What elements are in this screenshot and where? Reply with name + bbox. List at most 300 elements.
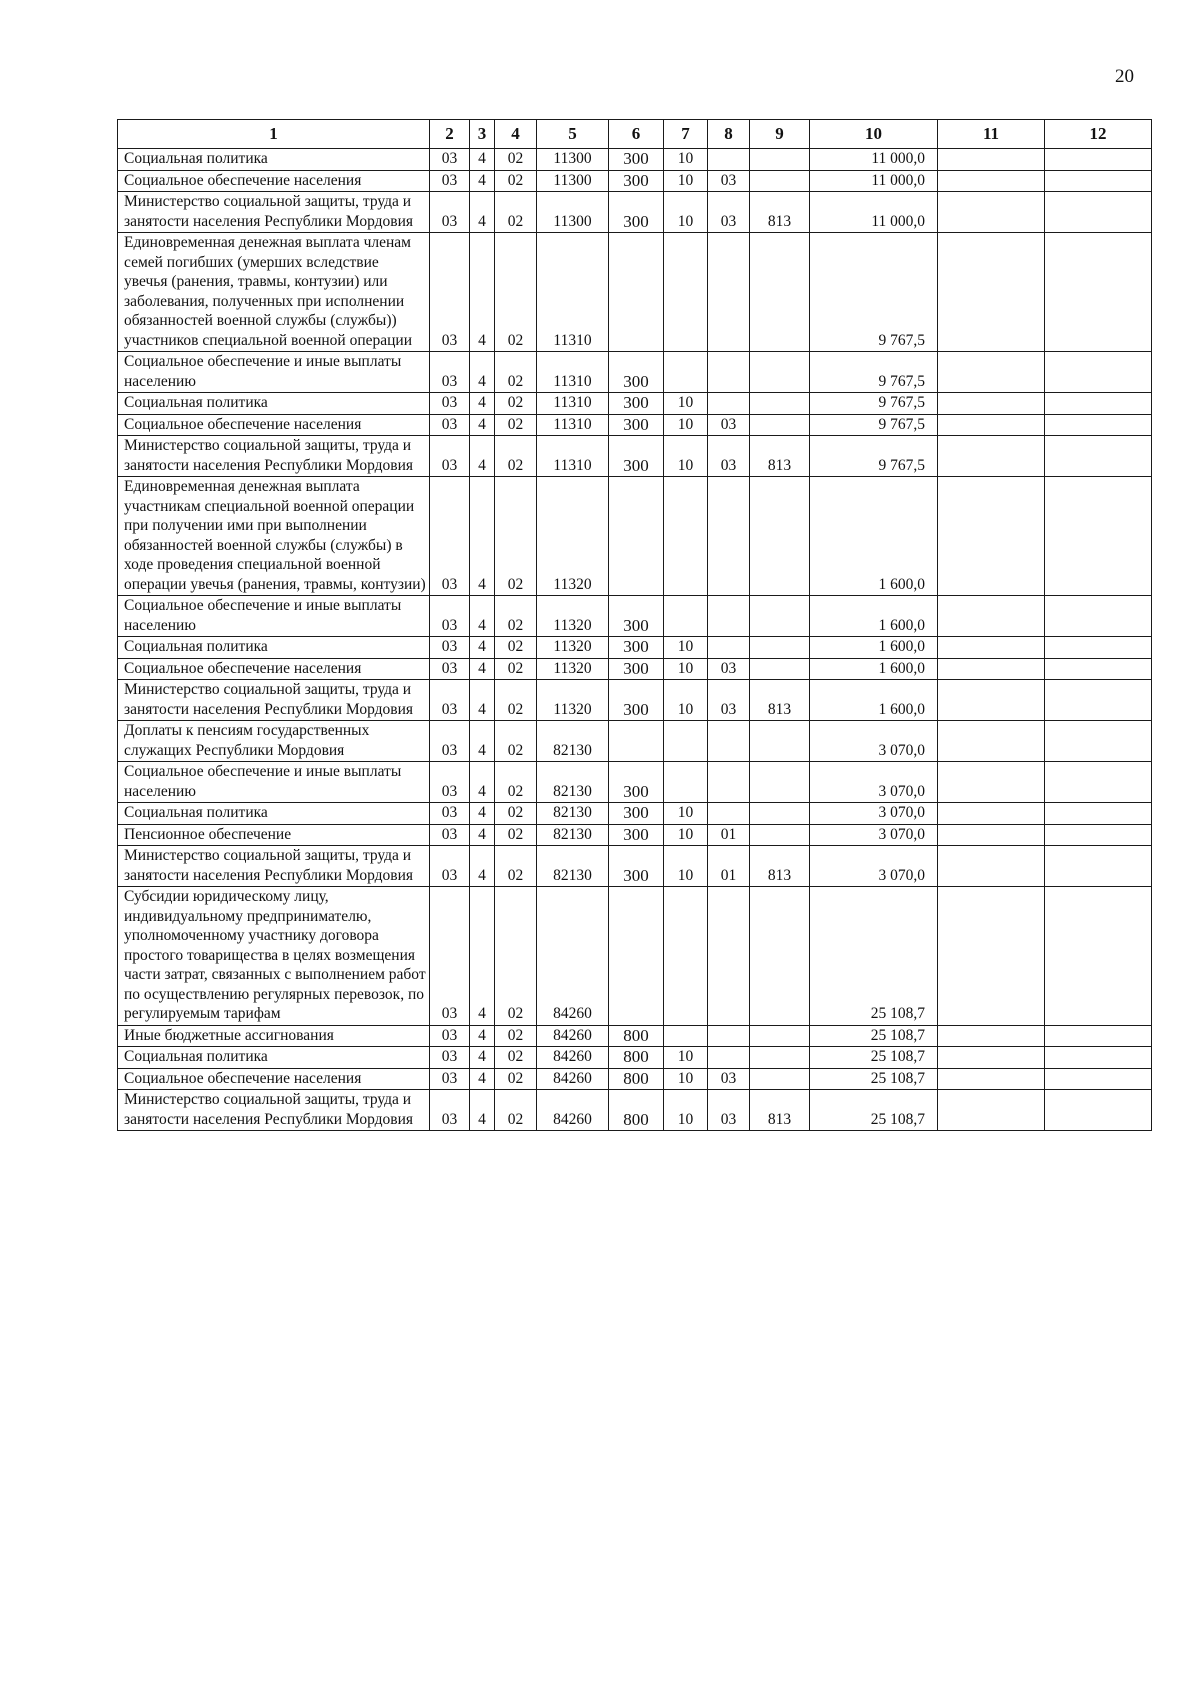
code-cell: 02 <box>495 887 537 1026</box>
amount-cell: 1 600,0 <box>810 658 938 680</box>
item-name: Социальная политика <box>118 393 430 415</box>
code-cell: 02 <box>495 1025 537 1047</box>
code-cell: 02 <box>495 1068 537 1090</box>
code-cell: 10 <box>664 414 708 436</box>
code-cell <box>664 477 708 596</box>
code-cell: 03 <box>430 762 470 803</box>
amount-cell <box>938 721 1045 762</box>
code-cell: 10 <box>664 1047 708 1069</box>
code-cell: 11300 <box>537 192 609 233</box>
amount-cell <box>938 149 1045 171</box>
code-cell: 03 <box>708 170 750 192</box>
code-cell <box>708 393 750 415</box>
code-cell: 300 <box>609 149 664 171</box>
page-number: 20 <box>1115 66 1134 87</box>
code-cell: 4 <box>470 887 495 1026</box>
table-body <box>118 149 1152 1131</box>
amount-cell <box>1045 803 1152 825</box>
code-cell <box>664 596 708 637</box>
code-cell: 84260 <box>537 887 609 1026</box>
table-row <box>118 149 1152 171</box>
code-cell <box>708 149 750 171</box>
header-cell: 11 <box>938 120 1045 149</box>
code-cell: 4 <box>470 192 495 233</box>
table-row <box>118 1068 1152 1090</box>
code-cell: 10 <box>664 680 708 721</box>
table-row <box>118 393 1152 415</box>
header-cell: 5 <box>537 120 609 149</box>
amount-cell: 25 108,7 <box>810 1047 938 1069</box>
amount-cell: 9 767,5 <box>810 352 938 393</box>
code-cell: 02 <box>495 596 537 637</box>
amount-cell: 25 108,7 <box>810 1025 938 1047</box>
item-name: Социальное обеспечение населения <box>118 1068 430 1090</box>
code-cell <box>750 637 810 659</box>
code-cell: 03 <box>430 233 470 352</box>
code-cell <box>750 1047 810 1069</box>
code-cell: 03 <box>430 149 470 171</box>
code-cell: 84260 <box>537 1068 609 1090</box>
code-cell: 300 <box>609 824 664 846</box>
table-row <box>118 436 1152 477</box>
item-name: Министерство социальной защиты, труда и занятости населения Республики Мордовия <box>118 436 430 477</box>
amount-cell <box>938 192 1045 233</box>
code-cell <box>609 721 664 762</box>
amount-cell: 25 108,7 <box>810 1068 938 1090</box>
amount-cell <box>1045 721 1152 762</box>
code-cell: 300 <box>609 637 664 659</box>
code-cell: 03 <box>430 192 470 233</box>
code-cell: 300 <box>609 846 664 887</box>
amount-cell <box>1045 1068 1152 1090</box>
code-cell: 02 <box>495 414 537 436</box>
amount-cell: 3 070,0 <box>810 721 938 762</box>
item-name: Социальное обеспечение и иные выплаты населению <box>118 352 430 393</box>
code-cell: 4 <box>470 149 495 171</box>
amount-cell: 11 000,0 <box>810 149 938 171</box>
amount-cell: 1 600,0 <box>810 596 938 637</box>
amount-cell <box>1045 149 1152 171</box>
code-cell: 10 <box>664 1068 708 1090</box>
code-cell: 4 <box>470 352 495 393</box>
code-cell: 03 <box>430 1090 470 1131</box>
amount-cell <box>938 1090 1045 1131</box>
amount-cell <box>938 393 1045 415</box>
code-cell: 03 <box>430 887 470 1026</box>
code-cell: 4 <box>470 436 495 477</box>
code-cell: 02 <box>495 192 537 233</box>
code-cell: 02 <box>495 149 537 171</box>
code-cell <box>708 352 750 393</box>
code-cell: 4 <box>470 658 495 680</box>
code-cell <box>750 170 810 192</box>
header-cell: 2 <box>430 120 470 149</box>
budget-table <box>117 119 1152 1131</box>
code-cell: 84260 <box>537 1025 609 1047</box>
code-cell: 03 <box>430 658 470 680</box>
code-cell: 4 <box>470 1090 495 1131</box>
item-name: Министерство социальной защиты, труда и занятости населения Республики Мордовия <box>118 846 430 887</box>
amount-cell <box>1045 824 1152 846</box>
code-cell <box>708 887 750 1026</box>
table-row <box>118 803 1152 825</box>
code-cell: 300 <box>609 393 664 415</box>
header-cell: 9 <box>750 120 810 149</box>
table-row <box>118 233 1152 352</box>
header-cell: 10 <box>810 120 938 149</box>
code-cell: 03 <box>430 637 470 659</box>
code-cell: 03 <box>708 192 750 233</box>
code-cell: 300 <box>609 803 664 825</box>
code-cell: 02 <box>495 1047 537 1069</box>
code-cell: 4 <box>470 721 495 762</box>
item-name: Социальная политика <box>118 637 430 659</box>
code-cell: 300 <box>609 680 664 721</box>
code-cell: 4 <box>470 414 495 436</box>
amount-cell <box>938 1047 1045 1069</box>
code-cell: 03 <box>430 352 470 393</box>
code-cell: 02 <box>495 352 537 393</box>
code-cell: 11310 <box>537 414 609 436</box>
code-cell: 4 <box>470 1025 495 1047</box>
amount-cell: 3 070,0 <box>810 762 938 803</box>
amount-cell: 3 070,0 <box>810 846 938 887</box>
code-cell: 4 <box>470 393 495 415</box>
amount-cell <box>1045 1090 1152 1131</box>
code-cell: 10 <box>664 192 708 233</box>
code-cell: 800 <box>609 1025 664 1047</box>
code-cell: 813 <box>750 846 810 887</box>
amount-cell <box>1045 658 1152 680</box>
code-cell <box>750 658 810 680</box>
item-name: Субсидии юридическому лицу, индивидуальному предпринимателю, уполномоченному участнику договора простого товарищества в целях возмещения части затрат, связанных с выполнением работ по осуществлению регулярных перевозок, по регулируемым тарифам <box>118 887 430 1026</box>
code-cell: 01 <box>708 846 750 887</box>
amount-cell <box>938 233 1045 352</box>
code-cell: 02 <box>495 658 537 680</box>
code-cell <box>664 721 708 762</box>
amount-cell: 9 767,5 <box>810 436 938 477</box>
code-cell: 03 <box>430 477 470 596</box>
code-cell: 82130 <box>537 721 609 762</box>
code-cell <box>708 762 750 803</box>
item-name: Пенсионное обеспечение <box>118 824 430 846</box>
item-name: Социальное обеспечение населения <box>118 658 430 680</box>
table-row <box>118 637 1152 659</box>
code-cell: 300 <box>609 762 664 803</box>
code-cell <box>708 721 750 762</box>
amount-cell <box>938 477 1045 596</box>
code-cell: 03 <box>430 170 470 192</box>
code-cell: 4 <box>470 762 495 803</box>
item-name: Социальное обеспечение населения <box>118 170 430 192</box>
code-cell: 03 <box>708 436 750 477</box>
code-cell <box>708 803 750 825</box>
code-cell: 03 <box>430 393 470 415</box>
code-cell: 4 <box>470 824 495 846</box>
amount-cell <box>1045 170 1152 192</box>
code-cell <box>750 233 810 352</box>
code-cell: 4 <box>470 170 495 192</box>
code-cell: 01 <box>708 824 750 846</box>
code-cell <box>750 477 810 596</box>
code-cell <box>708 1025 750 1047</box>
code-cell <box>609 233 664 352</box>
code-cell: 4 <box>470 637 495 659</box>
code-cell: 4 <box>470 680 495 721</box>
code-cell: 03 <box>430 596 470 637</box>
item-name: Социальная политика <box>118 1047 430 1069</box>
code-cell: 4 <box>470 477 495 596</box>
code-cell <box>750 762 810 803</box>
code-cell: 11320 <box>537 658 609 680</box>
code-cell: 02 <box>495 477 537 596</box>
item-name: Министерство социальной защиты, труда и занятости населения Республики Мордовия <box>118 680 430 721</box>
amount-cell: 11 000,0 <box>810 192 938 233</box>
table-row <box>118 721 1152 762</box>
code-cell <box>664 887 708 1026</box>
table-row <box>118 1025 1152 1047</box>
amount-cell <box>1045 596 1152 637</box>
code-cell <box>750 414 810 436</box>
amount-cell <box>1045 414 1152 436</box>
item-name: Иные бюджетные ассигнования <box>118 1025 430 1047</box>
code-cell: 02 <box>495 846 537 887</box>
code-cell: 03 <box>430 824 470 846</box>
code-cell: 84260 <box>537 1090 609 1131</box>
code-cell: 10 <box>664 803 708 825</box>
code-cell: 813 <box>750 680 810 721</box>
code-cell <box>664 762 708 803</box>
item-name: Министерство социальной защиты, труда и занятости населения Республики Мордовия <box>118 1090 430 1131</box>
code-cell: 03 <box>430 1025 470 1047</box>
amount-cell <box>938 1025 1045 1047</box>
code-cell: 02 <box>495 393 537 415</box>
amount-cell <box>1045 887 1152 1026</box>
code-cell: 84260 <box>537 1047 609 1069</box>
header-cell: 4 <box>495 120 537 149</box>
amount-cell <box>1045 680 1152 721</box>
header-row <box>118 120 1152 149</box>
code-cell: 813 <box>750 436 810 477</box>
code-cell <box>708 1047 750 1069</box>
amount-cell <box>1045 477 1152 596</box>
amount-cell: 9 767,5 <box>810 393 938 415</box>
code-cell: 03 <box>430 846 470 887</box>
table-row <box>118 477 1152 596</box>
code-cell: 11320 <box>537 680 609 721</box>
code-cell: 10 <box>664 436 708 477</box>
table-row <box>118 824 1152 846</box>
header-cell: 3 <box>470 120 495 149</box>
code-cell: 11300 <box>537 149 609 171</box>
table-row <box>118 1047 1152 1069</box>
code-cell: 813 <box>750 192 810 233</box>
amount-cell <box>938 803 1045 825</box>
code-cell: 800 <box>609 1090 664 1131</box>
code-cell: 300 <box>609 436 664 477</box>
amount-cell <box>938 170 1045 192</box>
code-cell <box>708 596 750 637</box>
code-cell: 4 <box>470 846 495 887</box>
code-cell: 4 <box>470 1047 495 1069</box>
header-cell: 1 <box>118 120 430 149</box>
code-cell: 02 <box>495 233 537 352</box>
item-name: Доплаты к пенсиям государственных служащих Республики Мордовия <box>118 721 430 762</box>
amount-cell <box>938 846 1045 887</box>
table-row <box>118 658 1152 680</box>
item-name: Единовременная денежная выплата членам семей погибших (умерших вследствие увечья (ранения, травмы, контузии) или заболевания, полученных при исполнении обязанностей военной службы (службы)) участников специальной военной операции <box>118 233 430 352</box>
code-cell: 03 <box>708 658 750 680</box>
code-cell: 11320 <box>537 637 609 659</box>
code-cell: 300 <box>609 352 664 393</box>
amount-cell <box>1045 1025 1152 1047</box>
code-cell: 800 <box>609 1068 664 1090</box>
code-cell <box>750 803 810 825</box>
code-cell: 11310 <box>537 352 609 393</box>
code-cell: 10 <box>664 824 708 846</box>
item-name: Социальная политика <box>118 149 430 171</box>
amount-cell: 1 600,0 <box>810 477 938 596</box>
amount-cell <box>938 436 1045 477</box>
amount-cell <box>938 887 1045 1026</box>
code-cell: 300 <box>609 170 664 192</box>
amount-cell: 25 108,7 <box>810 887 938 1026</box>
code-cell: 03 <box>708 680 750 721</box>
amount-cell <box>938 824 1045 846</box>
code-cell <box>750 352 810 393</box>
code-cell: 03 <box>430 803 470 825</box>
code-cell: 82130 <box>537 762 609 803</box>
code-cell: 11310 <box>537 233 609 352</box>
code-cell: 4 <box>470 1068 495 1090</box>
code-cell: 02 <box>495 824 537 846</box>
amount-cell <box>1045 192 1152 233</box>
code-cell <box>664 233 708 352</box>
code-cell: 03 <box>430 414 470 436</box>
amount-cell <box>1045 1047 1152 1069</box>
code-cell <box>609 887 664 1026</box>
code-cell: 4 <box>470 233 495 352</box>
code-cell: 4 <box>470 803 495 825</box>
code-cell: 03 <box>708 1090 750 1131</box>
table-row <box>118 414 1152 436</box>
code-cell <box>708 637 750 659</box>
code-cell: 02 <box>495 637 537 659</box>
code-cell <box>750 596 810 637</box>
code-cell: 800 <box>609 1047 664 1069</box>
code-cell: 03 <box>430 680 470 721</box>
item-name: Социальное обеспечение и иные выплаты населению <box>118 596 430 637</box>
code-cell <box>708 477 750 596</box>
code-cell <box>750 393 810 415</box>
code-cell: 10 <box>664 149 708 171</box>
code-cell <box>664 352 708 393</box>
code-cell: 10 <box>664 658 708 680</box>
code-cell: 02 <box>495 721 537 762</box>
table-row <box>118 680 1152 721</box>
code-cell: 10 <box>664 846 708 887</box>
amount-cell <box>938 352 1045 393</box>
code-cell: 10 <box>664 393 708 415</box>
table-row <box>118 887 1152 1026</box>
code-cell: 10 <box>664 1090 708 1131</box>
code-cell <box>664 1025 708 1047</box>
code-cell: 03 <box>430 1068 470 1090</box>
item-name: Министерство социальной защиты, труда и занятости населения Республики Мордовия <box>118 192 430 233</box>
code-cell: 02 <box>495 803 537 825</box>
code-cell: 11320 <box>537 477 609 596</box>
amount-cell: 1 600,0 <box>810 637 938 659</box>
code-cell: 10 <box>664 637 708 659</box>
amount-cell <box>938 637 1045 659</box>
code-cell: 02 <box>495 436 537 477</box>
code-cell: 300 <box>609 596 664 637</box>
code-cell: 11310 <box>537 436 609 477</box>
amount-cell <box>1045 637 1152 659</box>
code-cell: 813 <box>750 1090 810 1131</box>
amount-cell: 9 767,5 <box>810 233 938 352</box>
amount-cell <box>1045 233 1152 352</box>
amount-cell: 9 767,5 <box>810 414 938 436</box>
item-name: Социальное обеспечение и иные выплаты населению <box>118 762 430 803</box>
amount-cell <box>1045 762 1152 803</box>
code-cell: 82130 <box>537 846 609 887</box>
amount-cell <box>1045 436 1152 477</box>
amount-cell: 3 070,0 <box>810 824 938 846</box>
code-cell <box>750 887 810 1026</box>
code-cell: 300 <box>609 414 664 436</box>
item-name: Единовременная денежная выплата участникам специальной военной операции при получении ими при выполнении обязанностей военной службы (службы) в ходе проведения специальной военной операции увечья (ранения, травмы, контузии) <box>118 477 430 596</box>
table-row <box>118 352 1152 393</box>
amount-cell: 3 070,0 <box>810 803 938 825</box>
code-cell: 03 <box>430 721 470 762</box>
code-cell: 03 <box>430 436 470 477</box>
header-cell: 7 <box>664 120 708 149</box>
amount-cell: 1 600,0 <box>810 680 938 721</box>
code-cell: 300 <box>609 192 664 233</box>
code-cell: 11300 <box>537 170 609 192</box>
code-cell <box>609 477 664 596</box>
code-cell: 02 <box>495 170 537 192</box>
amount-cell <box>938 680 1045 721</box>
amount-cell <box>1045 352 1152 393</box>
code-cell: 02 <box>495 1090 537 1131</box>
amount-cell: 11 000,0 <box>810 170 938 192</box>
code-cell <box>750 149 810 171</box>
item-name: Социальное обеспечение населения <box>118 414 430 436</box>
code-cell: 11320 <box>537 596 609 637</box>
code-cell: 03 <box>708 1068 750 1090</box>
code-cell: 03 <box>430 1047 470 1069</box>
amount-cell <box>1045 846 1152 887</box>
code-cell: 82130 <box>537 824 609 846</box>
code-cell <box>708 233 750 352</box>
table-row <box>118 762 1152 803</box>
amount-cell <box>938 1068 1045 1090</box>
header-cell: 6 <box>609 120 664 149</box>
amount-cell <box>938 762 1045 803</box>
code-cell: 10 <box>664 170 708 192</box>
header-cell: 12 <box>1045 120 1152 149</box>
amount-cell <box>1045 393 1152 415</box>
amount-cell: 25 108,7 <box>810 1090 938 1131</box>
code-cell: 11310 <box>537 393 609 415</box>
code-cell <box>750 721 810 762</box>
code-cell <box>750 1068 810 1090</box>
code-cell <box>750 1025 810 1047</box>
code-cell: 02 <box>495 680 537 721</box>
amount-cell <box>938 414 1045 436</box>
